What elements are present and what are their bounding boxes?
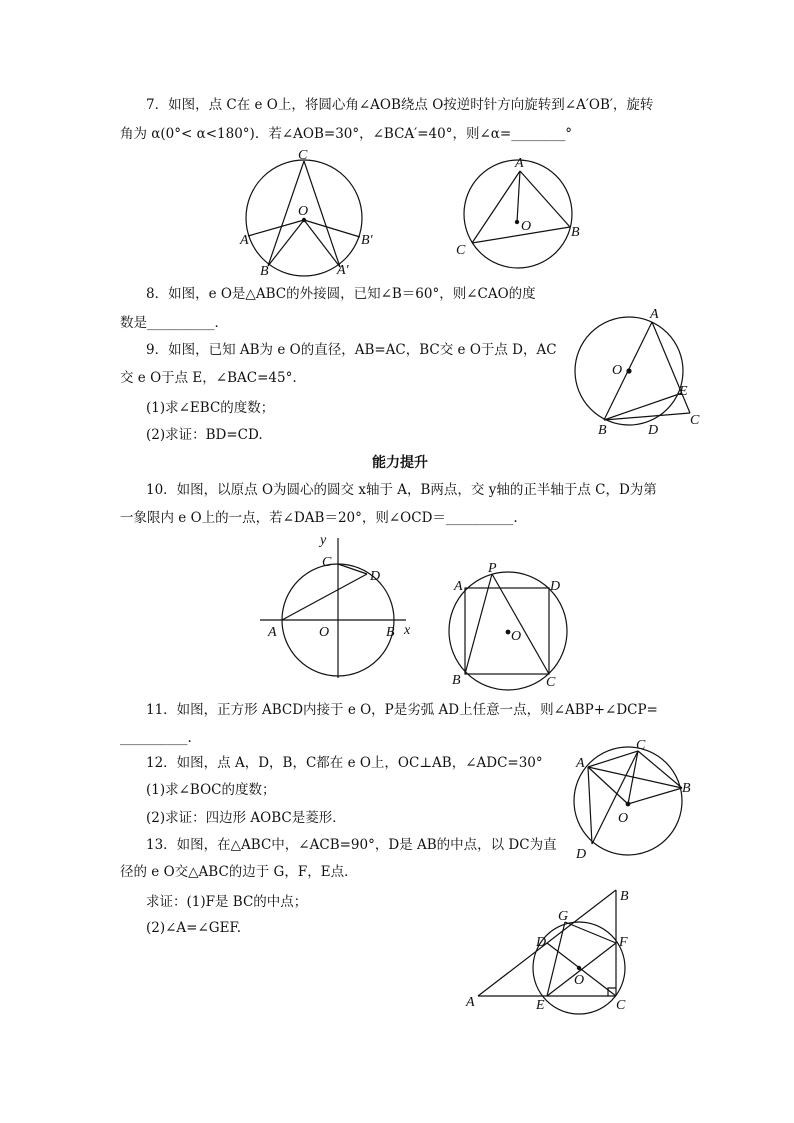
p12-line1: 12．如图，点 A，D，B，C都在 e O上，OC⊥AB，∠ADC=30° [146,755,543,771]
p12-question-1: (1)求∠BOC的度数； [146,782,276,798]
p10-label-c: C [322,555,332,570]
p13-label-a: A [466,995,475,1010]
p9-question-2: (2)求证：BD=CD. [146,427,263,443]
p13-question-1: 求证：(1)F是 BC的中点； [146,894,308,910]
p7-fig1-label-c: C [298,148,308,163]
p13-label-d: D [536,935,547,950]
p13-label-g: G [558,909,569,924]
p10-line1: 10．如图，以原点 O为圆心的圆交 x轴于 A，B两点，交 y轴的正半轴于点 C，D为第 [146,482,657,498]
p7-fig1-label-o: O [298,204,309,219]
p11-label-o: O [511,629,522,644]
p13-label-b: B [620,889,629,904]
p7-figure-1 [236,148,376,278]
p9-label-e: E [679,384,688,399]
p13-label-o: O [574,973,585,988]
p12-label-o: O [618,811,629,826]
p9-line1: 9．如图，已知 AB为 e O的直径，AB=AC，BC交 e O于点 D，AC [146,342,557,358]
p12-figure [570,734,700,864]
p7-fig1-label-ap: A′ [337,263,349,278]
p9-label-b: B [598,423,607,438]
p7-figure-2 [452,152,592,278]
p11-label-p: P [488,561,497,576]
p11-line2: __________. [120,730,192,746]
section-title: 能力提升 [372,455,428,471]
p10-label-a: A [268,625,277,640]
p9-label-d: D [648,423,659,438]
p9-label-o: O [612,363,623,378]
p9-label-a: A [650,307,659,322]
p10-figure [256,532,420,680]
p11-line1: 11．如图，正方形 ABCD内接于 e O，P是劣弧 AD上任意一点，则∠ABP+∠DCP= [146,702,658,718]
p12-label-d: D [576,847,587,862]
p12-label-a: A [576,756,585,771]
p12-question-2: (2)求证：四边形 AOBC是菱形． [146,810,346,826]
p9-figure [566,300,716,442]
p7-fig2-label-o: O [521,219,532,234]
p10-label-b: B [386,625,395,640]
p7-fig1-label-bp: B′ [361,233,373,248]
p9-line2: 交 e O于点 E，∠BAC=45°. [120,370,297,386]
p13-label-f: F [619,935,628,950]
p11-label-d: D [550,579,561,594]
p10-label-x: x [404,623,411,638]
p12-label-c: C [636,738,646,753]
p10-label-d: D [370,569,381,584]
p13-figure [462,884,642,1016]
p13-label-e: E [536,998,545,1013]
p9-label-c: C [690,413,700,428]
p10-label-y: y [320,533,327,548]
p7-line2: 角为 α(0°< α<180°)．若∠AOB=30°，∠BCA′=40°，则∠α=________° [120,126,572,142]
p11-label-c: C [546,675,556,690]
p7-fig2-label-c: C [456,243,466,258]
p13-question-2: (2)∠A=∠GEF. [146,920,242,936]
p10-line2: 一象限内 e O上的一点，若∠DAB＝20°，则∠OCD＝__________. [120,510,518,526]
p11-figure [446,560,586,695]
p13-line2: 径的 e O交△ABC的边于 G，F，E点． [120,864,358,880]
p7-fig1-label-a: A [240,233,249,248]
p7-line1: 7．如图，点 C在 e O上，将圆心角∠AOB绕点 O按逆时针方向旋转到∠A′OB′，旋转 [146,97,654,113]
p8-line1: 8．如图，e O是△ABC的外接圆，已知∠B＝60°，则∠CAO的度 [146,286,536,302]
p13-label-c: C [616,998,626,1013]
p12-label-b: B [682,781,691,796]
p9-question-1: (1)求∠EBC的度数； [146,400,275,416]
p13-line1: 13．如图，在△ABC中，∠ACB=90°，D是 AB的中点，以 DC为直 [146,837,557,853]
p7-fig2-label-a: A [515,156,524,171]
p7-fig1-label-b: B [260,264,269,279]
p11-label-a: A [454,579,463,594]
p8-line2: 数是__________． [120,315,228,331]
p7-fig2-label-b: B [571,225,580,240]
p11-label-b: B [452,673,461,688]
p10-label-o: O [319,625,330,640]
